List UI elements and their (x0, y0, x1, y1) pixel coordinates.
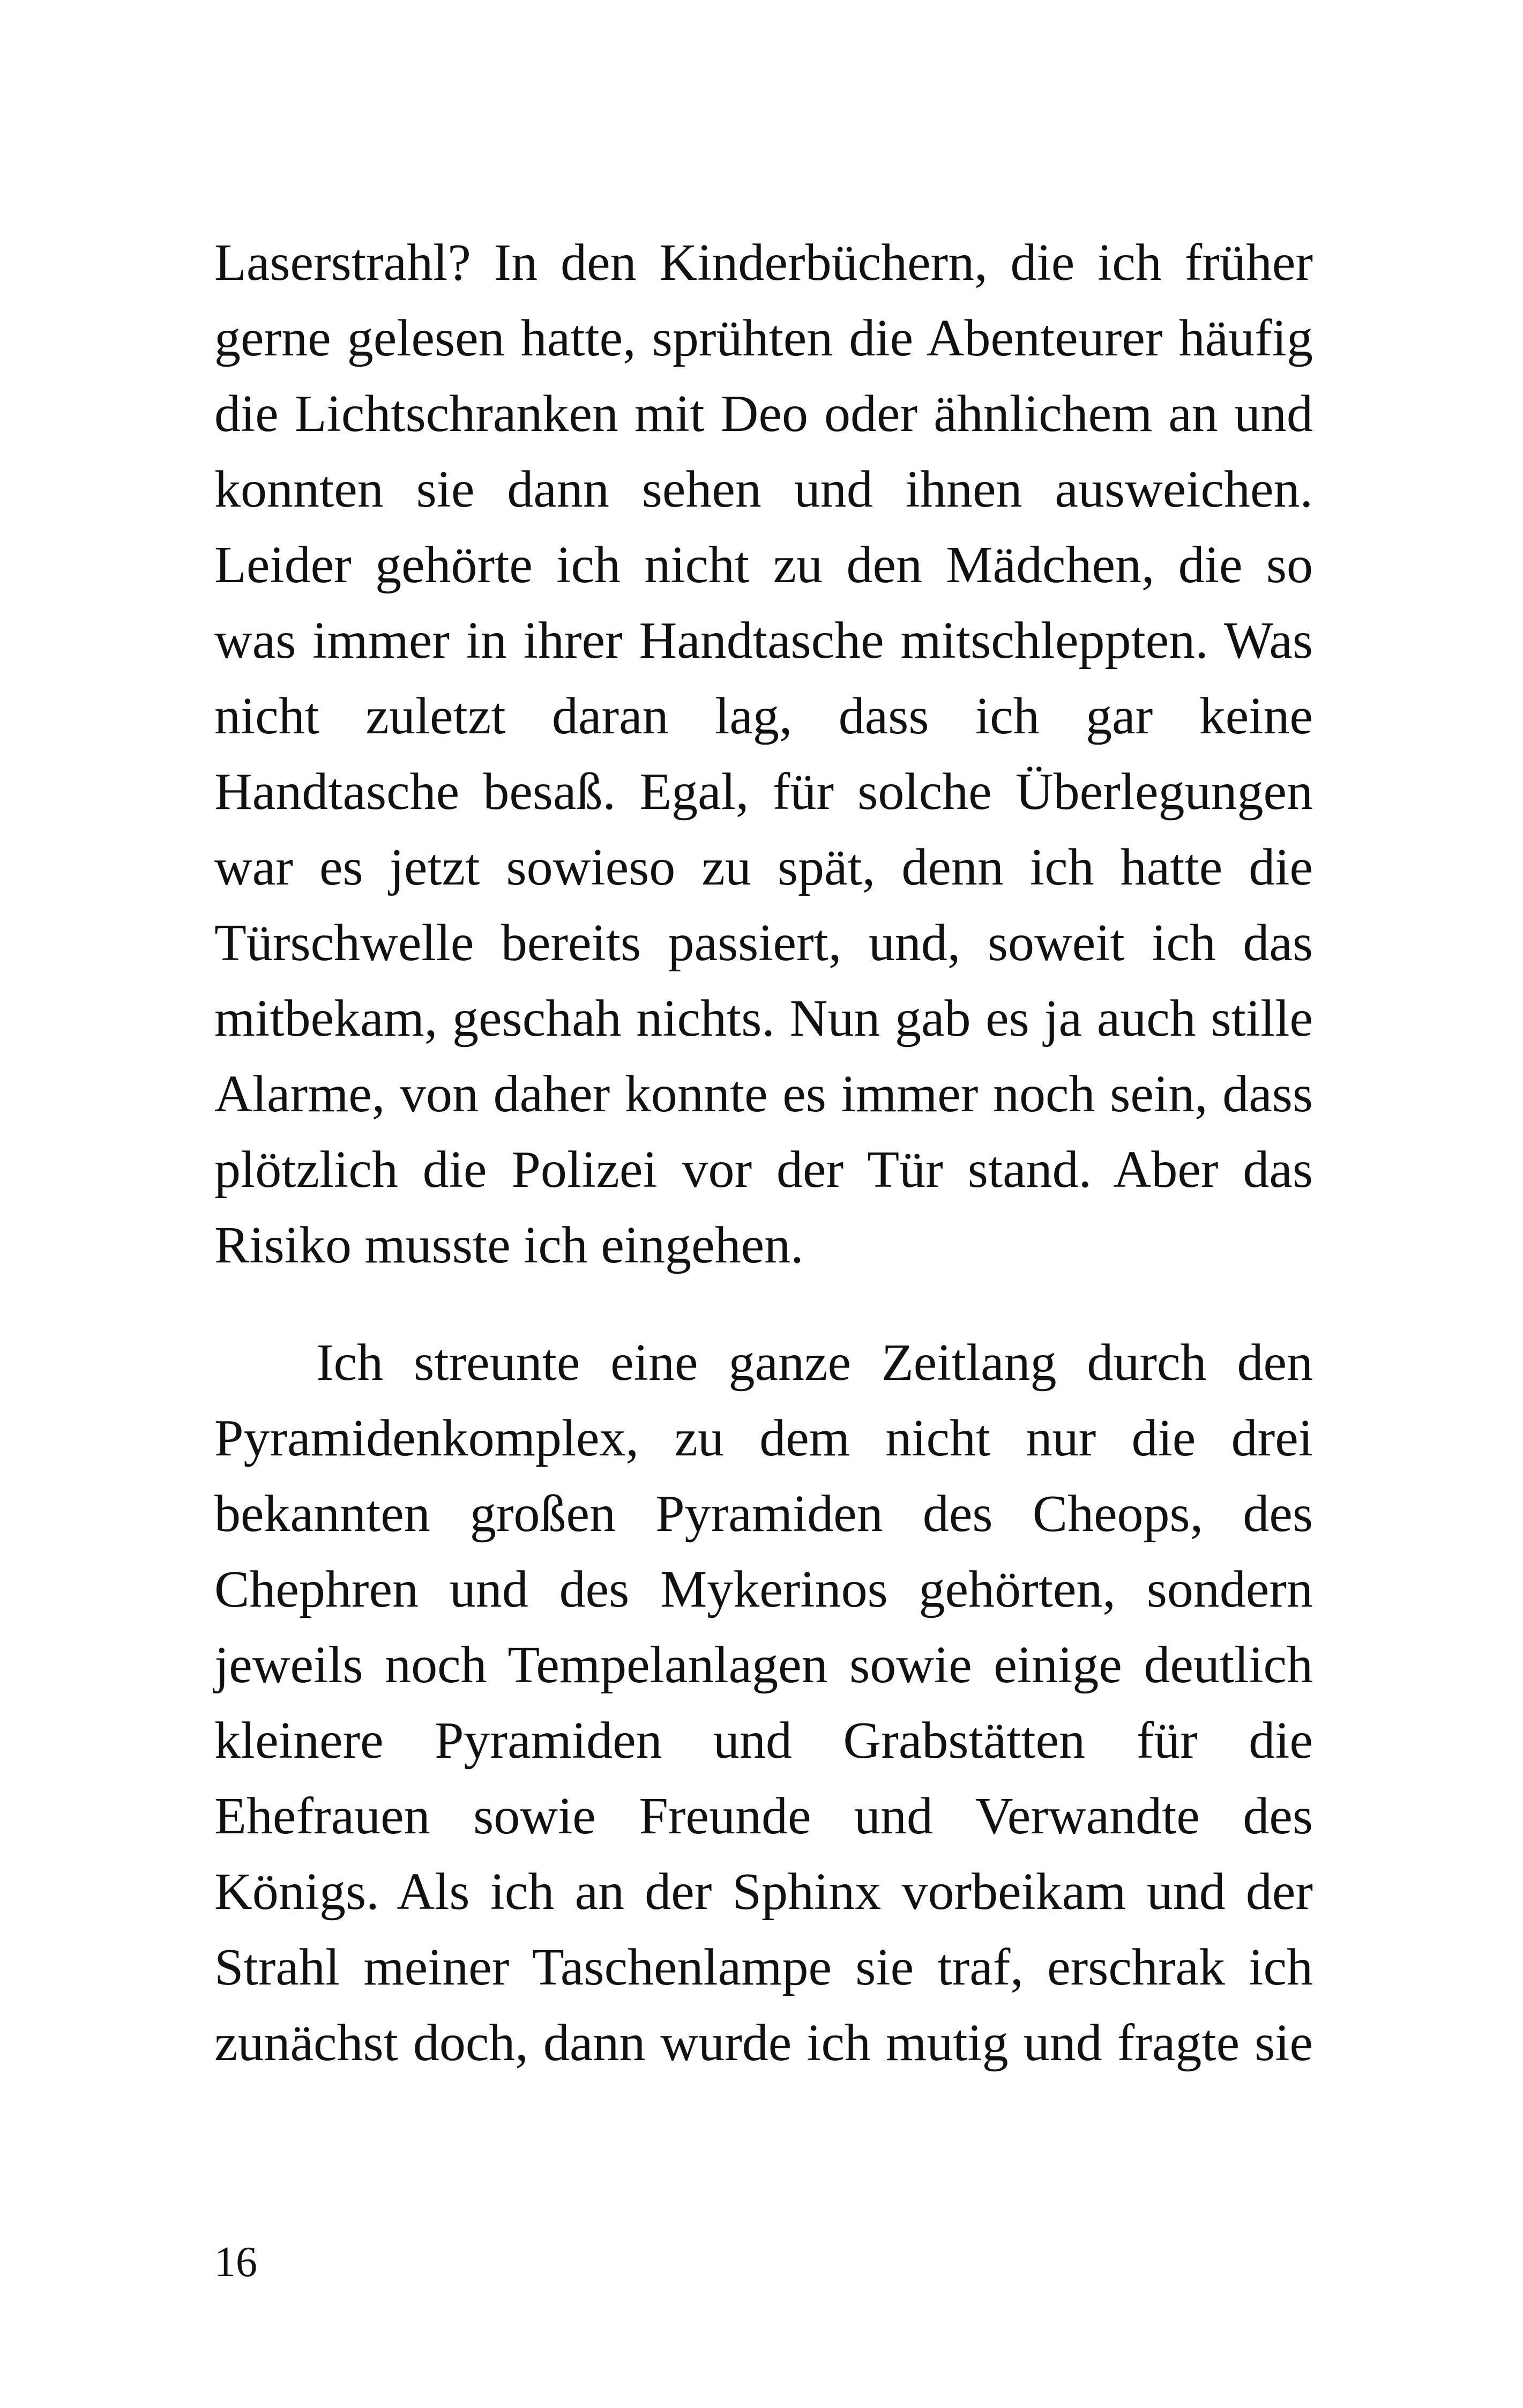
text-line: Risiko musste ich eingehen. (214, 1216, 804, 1274)
page-number: 16 (214, 2239, 257, 2286)
text-line: Chephren und des Mykerinos gehörten, sondern (214, 1560, 1313, 1618)
text-line: jeweils noch Tempelanlagen sowie einige deutlich (214, 1636, 1313, 1694)
text-line: Türschwelle bereits passiert, und, soweit ich das (214, 914, 1313, 972)
text-line: gerne gelesen hatte, sprühten die Abenteurer häufig (214, 309, 1313, 367)
text-line: bekannten großen Pyramiden des Cheops, des (214, 1485, 1313, 1543)
text-line: konnten sie dann sehen und ihnen ausweichen. (214, 460, 1313, 518)
paragraph-2 (214, 1325, 1313, 2081)
text-line: Königs. Als ich an der Sphinx vorbeikam und der (214, 1863, 1313, 1921)
text-line: Ich streunte eine ganze Zeitlang durch den (316, 1334, 1313, 1392)
text-line: war es jetzt sowieso zu spät, denn ich hatte die (214, 838, 1313, 896)
text-line: Leider gehörte ich nicht zu den Mädchen, die so (214, 536, 1313, 594)
text-line: mitbekam, geschah nichts. Nun gab es ja auch stille (214, 990, 1313, 1047)
text-line: Ehefrauen sowie Freunde und Verwandte des (214, 1787, 1313, 1845)
text-line: die Lichtschranken mit Deo oder ähnlichem an und (214, 385, 1313, 443)
text-line: Pyramidenkomplex, zu dem nicht nur die drei (214, 1409, 1313, 1467)
text-line: was immer in ihrer Handtasche mitschleppten. Was (214, 612, 1313, 670)
text-line: Strahl meiner Taschenlampe sie traf, erschrak ich (214, 1938, 1313, 1996)
text-line: Handtasche besaß. Egal, für solche Überlegungen (214, 763, 1313, 821)
text-line: zunächst doch, dann wurde ich mutig und fragte sie (214, 2014, 1313, 2072)
paragraph-1 (214, 225, 1313, 1283)
text-line: Alarme, von daher konnte es immer noch sein, dass (214, 1065, 1313, 1123)
text-line: Laserstrahl? In den Kinderbüchern, die ich früher (214, 234, 1313, 292)
text-line: kleinere Pyramiden und Grabstätten für die (214, 1712, 1313, 1770)
text-line: plötzlich die Polizei vor der Tür stand. Aber das (214, 1141, 1313, 1199)
text-line: nicht zuletzt daran lag, dass ich gar keine (214, 687, 1313, 745)
